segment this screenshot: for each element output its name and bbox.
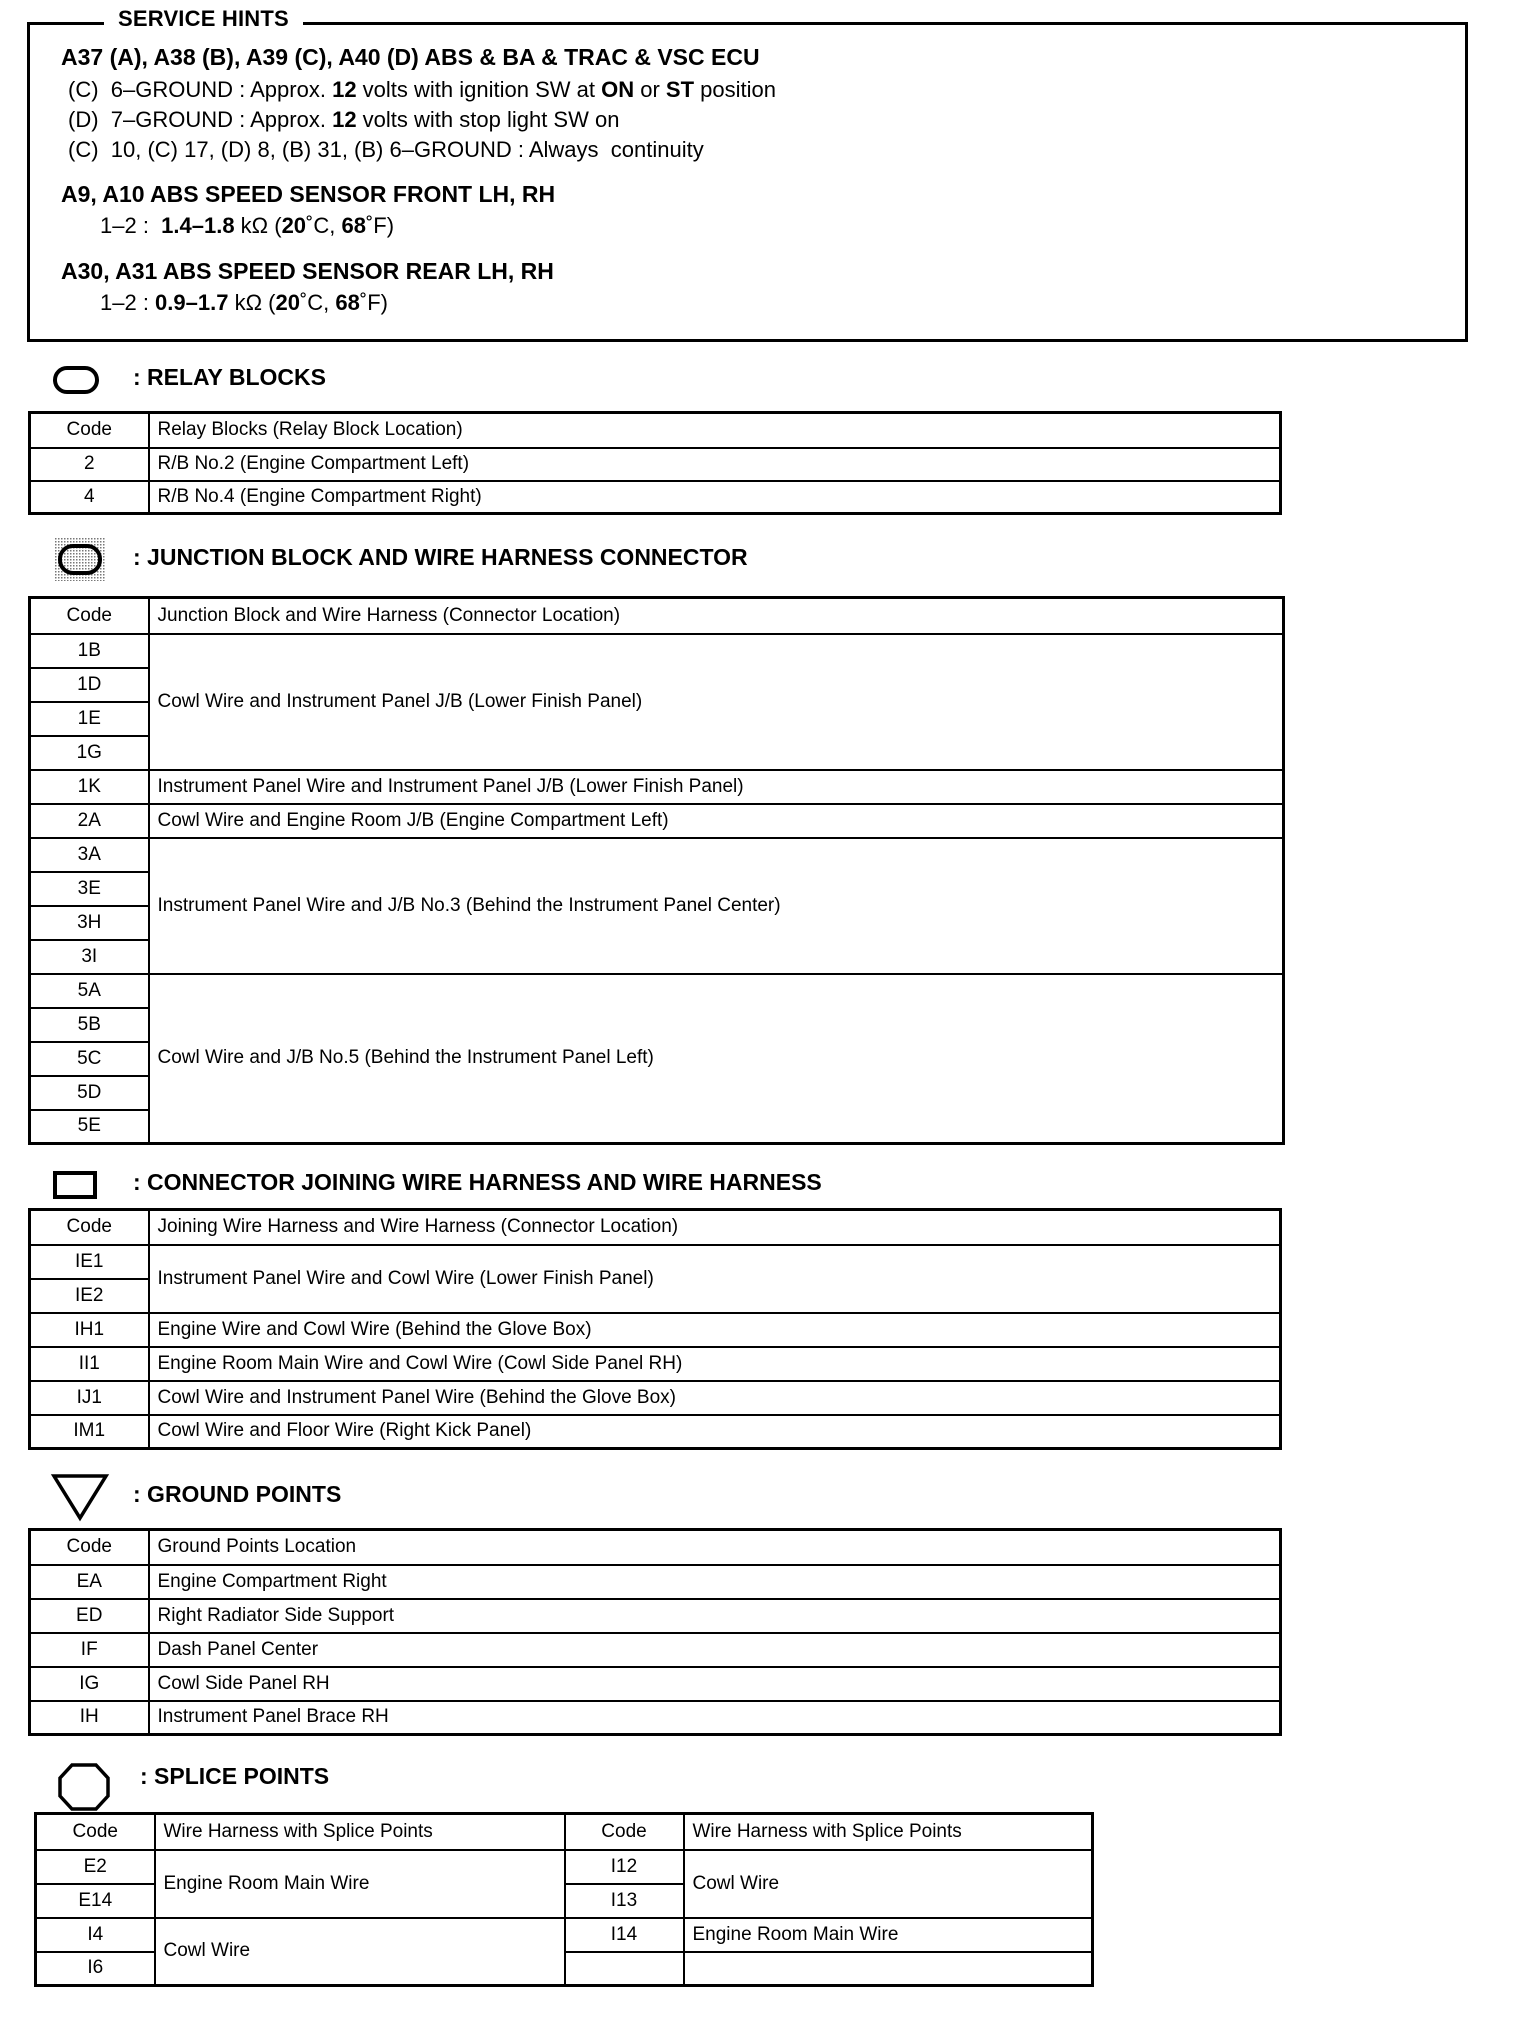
shaded-rounded-rectangle-icon [52,535,108,583]
row-desc: Engine Wire and Cowl Wire (Behind the Glove Box) [149,1313,1281,1347]
row-code: 2 [30,448,149,481]
row-code: 3H [30,906,149,940]
header-desc: Relay Blocks (Relay Block Location) [149,413,1281,448]
header-code: Code [30,598,149,634]
table-row [30,1415,1281,1449]
table-row [30,1701,1281,1735]
row-code: IJ1 [30,1381,149,1415]
splice-points-table [34,1812,1094,1987]
header-desc: Joining Wire Harness and Wire Harness (Connector Location) [149,1210,1281,1245]
table-header-row [30,1530,1281,1565]
row-code: 2A [30,804,149,838]
row-code: IE1 [30,1245,149,1279]
row-code: IH1 [30,1313,149,1347]
row-desc: Cowl Side Panel RH [149,1667,1281,1701]
row-code: 1G [30,736,149,770]
row-desc: R/B No.4 (Engine Compartment Right) [149,481,1281,514]
ground-points-table [28,1528,1282,1736]
header-code: Code [30,413,149,448]
row-desc: Right Radiator Side Support [149,1599,1281,1633]
service-hints-legend: SERVICE HINTS [104,6,303,32]
row-code: 5A [30,974,149,1008]
table-header-row [30,1210,1281,1245]
row-code: IM1 [30,1415,149,1449]
table-row [30,1347,1281,1381]
row-code: I6 [36,1952,155,1986]
row-desc [684,1952,1093,1986]
row-code: I12 [565,1850,684,1884]
row-code [565,1952,684,1986]
row-desc: Cowl Wire and Engine Room J/B (Engine Compartment Left) [149,804,1284,838]
table-row [30,1313,1281,1347]
row-code: IE2 [30,1279,149,1313]
section-title-splice-points: : SPLICE POINTS [140,1763,330,1789]
table-row [30,804,1284,838]
row-desc: Instrument Panel Wire and J/B No.3 (Behind the Instrument Panel Center) [149,838,1284,974]
row-code: 3E [30,872,149,906]
row-desc: Instrument Panel Brace RH [149,1701,1281,1735]
row-code: 1E [30,702,149,736]
header-code: Code [30,1210,149,1245]
hint-heading-front-sensor: A9, A10 ABS SPEED SENSOR FRONT LH, RH [61,181,556,207]
row-code: 4 [30,481,149,514]
row-desc: Cowl Wire and J/B No.5 (Behind the Instrument Panel Left) [149,974,1284,1144]
junction-block-table [28,596,1285,1145]
row-code: EA [30,1565,149,1599]
table-row [30,1245,1281,1279]
row-desc: Engine Compartment Right [149,1565,1281,1599]
header-desc: Wire Harness with Splice Points [155,1814,565,1850]
row-code: I13 [565,1884,684,1918]
rounded-rectangle-icon [52,365,100,395]
row-code: II1 [30,1347,149,1381]
table-row [30,1381,1281,1415]
row-code: ED [30,1599,149,1633]
table-row [30,974,1284,1008]
octagon-icon [56,1762,112,1812]
row-code: 3I [30,940,149,974]
row-code: 3A [30,838,149,872]
row-code: I14 [565,1918,684,1952]
section-title-connectors: : CONNECTOR JOINING WIRE HARNESS AND WIRE HARNESS [133,1169,822,1195]
header-code: Code [30,1530,149,1565]
row-desc: Instrument Panel Wire and Cowl Wire (Lower Finish Panel) [149,1245,1281,1313]
hint-heading-rear-sensor: A30, A31 ABS SPEED SENSOR REAR LH, RH [61,258,554,284]
row-desc: Cowl Wire and Floor Wire (Right Kick Panel) [149,1415,1281,1449]
table-row [30,1633,1281,1667]
row-code: 5C [30,1042,149,1076]
row-desc: Engine Room Main Wire [684,1918,1093,1952]
row-desc: Engine Room Main Wire [155,1850,565,1918]
table-header-row [36,1814,1093,1850]
hint-line: 1–2 : 0.9–1.7 kΩ (20˚C, 68˚F) [100,290,388,315]
row-code: IH [30,1701,149,1735]
table-row [30,770,1284,804]
table-row [30,1565,1281,1599]
table-row [36,1850,1093,1884]
header-desc: Wire Harness with Splice Points [684,1814,1093,1850]
hint-line: (C) 10, (C) 17, (D) 8, (B) 31, (B) 6–GROUND : Always continuity [68,137,704,162]
table-header-row [30,598,1284,634]
table-header-row [30,413,1281,448]
table-row [30,448,1281,481]
row-desc: R/B No.2 (Engine Compartment Left) [149,448,1281,481]
relay-blocks-table [28,411,1282,515]
table-row [30,481,1281,514]
row-code: E14 [36,1884,155,1918]
header-desc: Junction Block and Wire Harness (Connector Location) [149,598,1284,634]
row-code: 1B [30,634,149,668]
row-desc: Cowl Wire and Instrument Panel Wire (Behind the Glove Box) [149,1381,1281,1415]
hint-line: (C) 6–GROUND : Approx. 12 volts with ignition SW at ON or ST position [68,77,776,102]
hint-line: (D) 7–GROUND : Approx. 12 volts with stop light SW on [68,107,620,132]
header-code: Code [565,1814,684,1850]
row-desc: Dash Panel Center [149,1633,1281,1667]
row-code: I4 [36,1918,155,1952]
row-desc: Engine Room Main Wire and Cowl Wire (Cowl Side Panel RH) [149,1347,1281,1381]
row-code: 5B [30,1008,149,1042]
row-desc: Cowl Wire and Instrument Panel J/B (Lower Finish Panel) [149,634,1284,770]
down-triangle-icon [50,1472,110,1522]
table-row [30,838,1284,872]
section-title-ground-points: : GROUND POINTS [133,1481,342,1507]
square-icon [52,1170,98,1200]
row-code: IG [30,1667,149,1701]
row-code: 1K [30,770,149,804]
row-code: E2 [36,1850,155,1884]
table-row [30,1667,1281,1701]
connectors-table [28,1208,1282,1450]
hint-line: 1–2 : 1.4–1.8 kΩ (20˚C, 68˚F) [100,213,395,238]
table-row [30,634,1284,668]
row-desc: Instrument Panel Wire and Instrument Panel J/B (Lower Finish Panel) [149,770,1284,804]
header-code: Code [36,1814,155,1850]
table-row [30,1599,1281,1633]
row-code: 1D [30,668,149,702]
section-title-junction-block: : JUNCTION BLOCK AND WIRE HARNESS CONNECTOR [133,544,748,570]
table-row [36,1918,1093,1952]
header-desc: Ground Points Location [149,1530,1281,1565]
row-code: 5E [30,1110,149,1144]
row-desc: Cowl Wire [684,1850,1093,1918]
section-title-relay-blocks: : RELAY BLOCKS [133,364,326,390]
row-code: IF [30,1633,149,1667]
row-code: 5D [30,1076,149,1110]
row-desc: Cowl Wire [155,1918,565,1986]
hint-heading-abs-ecu: A37 (A), A38 (B), A39 (C), A40 (D) ABS & BA & TRAC & VSC ECU [61,44,760,70]
